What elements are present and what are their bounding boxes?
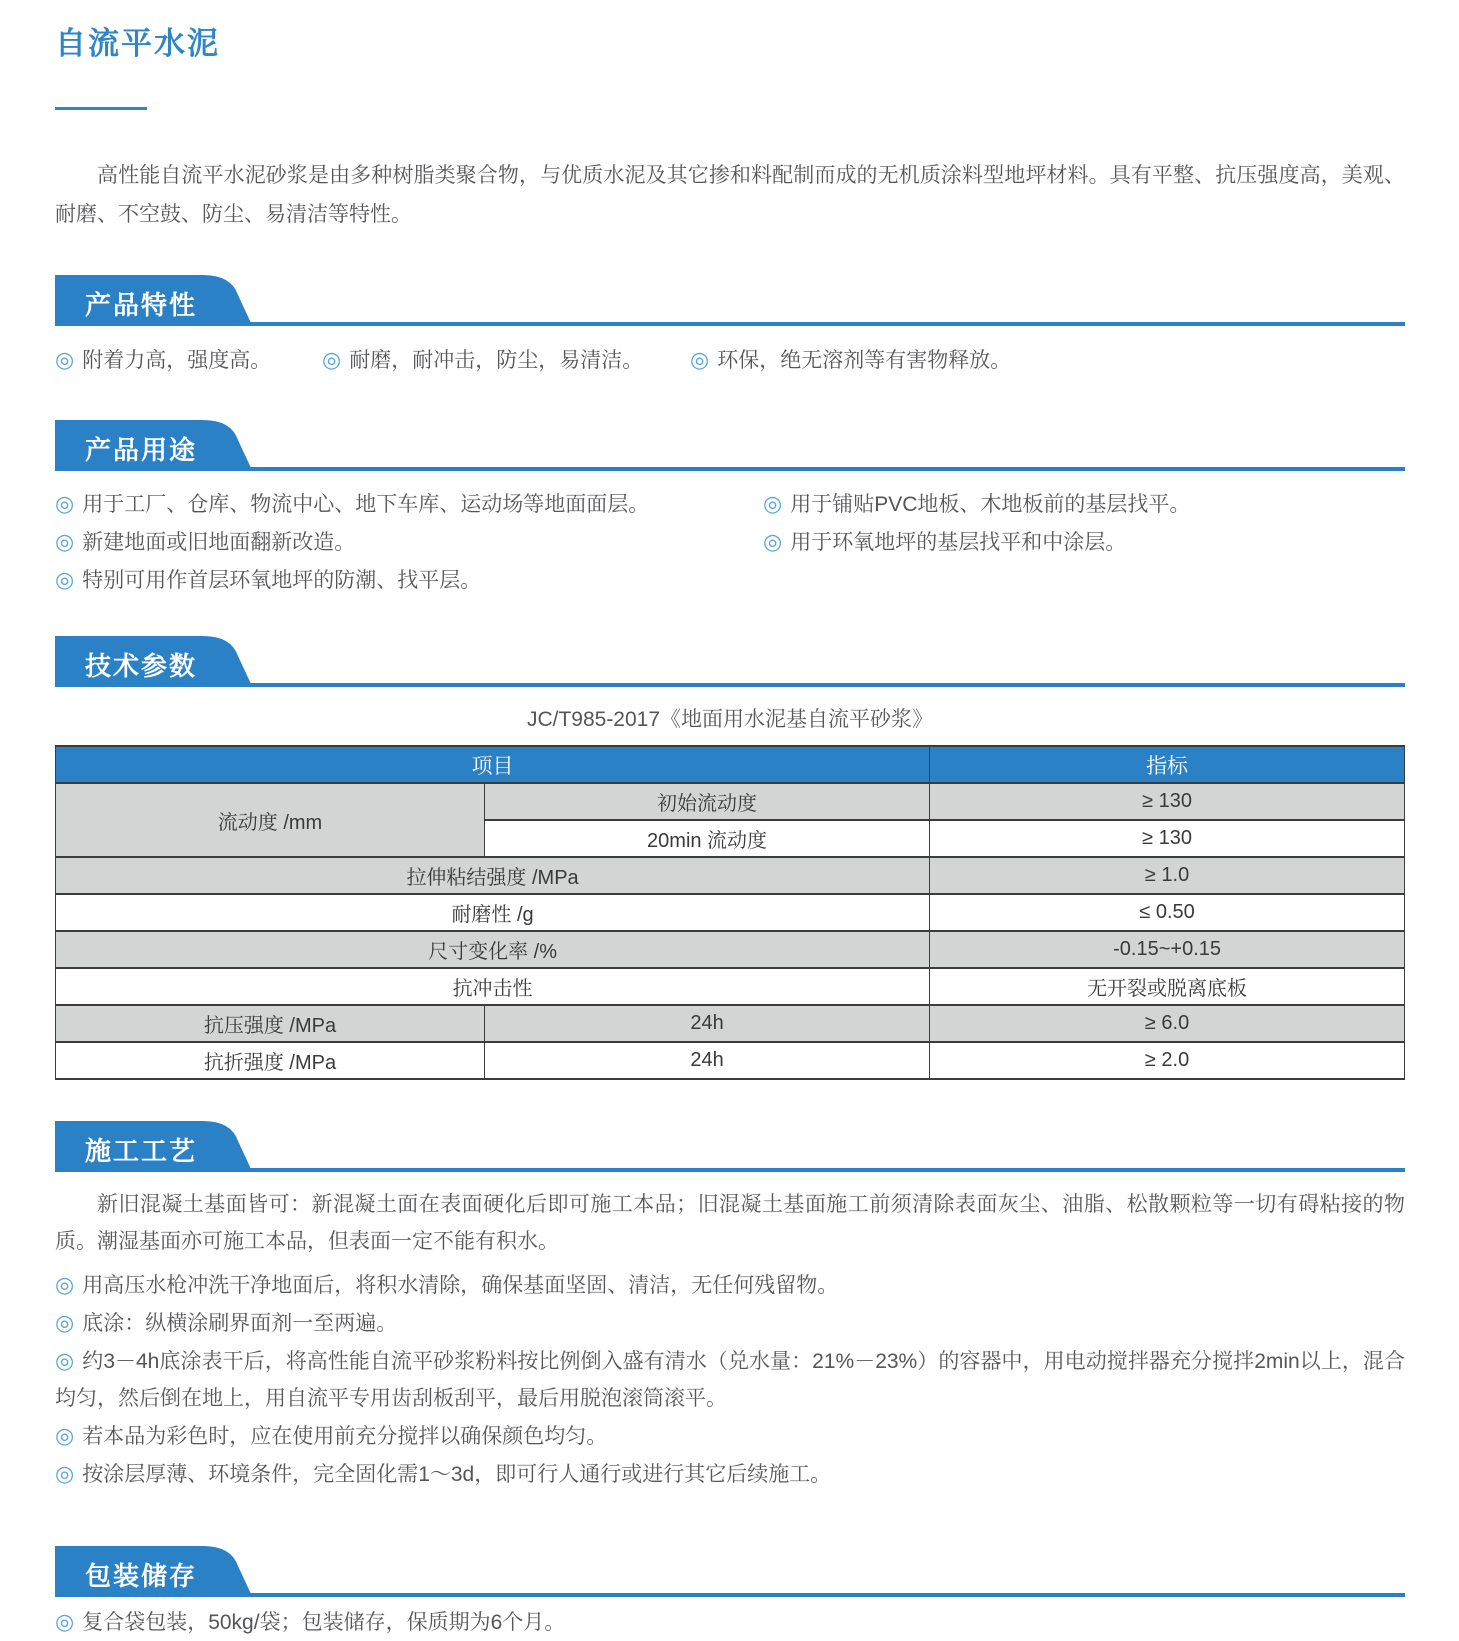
cell-value: ≥ 6.0 bbox=[930, 1005, 1405, 1042]
double-circle-bullet-icon: ◎ bbox=[55, 1461, 75, 1486]
section-heading-label: 施工工艺 bbox=[85, 1136, 198, 1166]
list-item bbox=[55, 561, 763, 599]
double-circle-bullet-icon: ◎ bbox=[322, 347, 342, 372]
process-step-text: 若本品为彩色时，应在使用前充分搅拌以确保颜色均匀。 bbox=[82, 1425, 608, 1448]
double-circle-bullet-icon: ◎ bbox=[55, 347, 75, 372]
process-step-text: 底涂：纵横涂刷界面剂一至两遍。 bbox=[82, 1312, 398, 1335]
section-heading-label: 产品用途 bbox=[85, 435, 198, 465]
cell-item: 抗冲击性 bbox=[56, 968, 930, 1005]
features-list bbox=[55, 342, 1405, 379]
section-features bbox=[55, 278, 1405, 379]
list-item bbox=[763, 523, 1190, 561]
table-row bbox=[56, 1042, 1405, 1079]
cell-item: 流动度 /mm bbox=[56, 783, 485, 857]
section-uses bbox=[55, 423, 1405, 599]
list-item bbox=[55, 342, 322, 379]
table-row bbox=[56, 783, 1405, 820]
double-circle-bullet-icon: ◎ bbox=[55, 1310, 75, 1335]
use-text: 新建地面或旧地面翻新改造。 bbox=[82, 531, 356, 554]
cell-item: 抗折强度 /MPa bbox=[56, 1042, 485, 1079]
process-step-text: 约3－4h底涂表干后，将高性能自流平砂浆粉料按比例倒入盛有清水（兑水量：21%－23%）的容器中，用电动搅拌器充分搅拌2min以上，混合均匀，然后倒在地上，用自流平专用齿刮板刮平，最后用脱泡滚筒滚平。 bbox=[55, 1350, 1405, 1410]
list-item bbox=[55, 1304, 1405, 1342]
cell-item: 抗压强度 /MPa bbox=[56, 1005, 485, 1042]
list-item bbox=[55, 1603, 1405, 1641]
list-item bbox=[55, 1455, 1405, 1493]
column-header-item: 项目 bbox=[56, 746, 930, 783]
cell-sub: 20min 流动度 bbox=[484, 820, 929, 857]
uses-right-column bbox=[763, 485, 1190, 599]
process-list bbox=[55, 1266, 1405, 1493]
use-text: 用于铺贴PVC地板、木地板前的基层找平。 bbox=[790, 493, 1191, 516]
cell-value: ≥ 1.0 bbox=[930, 857, 1405, 894]
intro-paragraph: 高性能自流平水泥砂浆是由多种树脂类聚合物，与优质水泥及其它掺和料配制而成的无机质涂料型地坪材料。具有平整、抗压强度高，美观、耐磨、不空鼓、防尘、易清洁等特性。 bbox=[55, 164, 1405, 226]
table-row bbox=[56, 931, 1405, 968]
feature-text: 附着力高，强度高。 bbox=[82, 349, 272, 372]
process-step-text: 用高压水枪冲洗干净地面后，将积水清除，确保基面坚固、清洁，无任何残留物。 bbox=[82, 1274, 839, 1297]
section-header-specs bbox=[55, 639, 1405, 687]
title-underline-bar bbox=[55, 107, 147, 110]
list-item bbox=[690, 342, 1011, 379]
packaging-text: 复合袋包装，50kg/袋；包装储存，保质期为6个月。 bbox=[82, 1611, 566, 1634]
double-circle-bullet-icon: ◎ bbox=[55, 529, 75, 554]
list-item bbox=[763, 485, 1190, 523]
cell-sub: 24h bbox=[484, 1042, 929, 1079]
list-item bbox=[55, 485, 763, 523]
spec-table bbox=[55, 745, 1405, 1080]
double-circle-bullet-icon: ◎ bbox=[55, 567, 75, 592]
use-text: 特别可用作首层环氧地坪的防潮、找平层。 bbox=[82, 569, 482, 592]
table-row bbox=[56, 894, 1405, 931]
use-text: 用于环氧地坪的基层找平和中涂层。 bbox=[790, 531, 1127, 554]
table-row bbox=[56, 857, 1405, 894]
list-item bbox=[55, 1266, 1405, 1304]
double-circle-bullet-icon: ◎ bbox=[763, 491, 783, 516]
section-heading-label: 包装储存 bbox=[85, 1561, 198, 1591]
column-header-index: 指标 bbox=[930, 746, 1405, 783]
double-circle-bullet-icon: ◎ bbox=[55, 1609, 75, 1634]
uses-left-column bbox=[55, 485, 763, 599]
feature-text: 环保，绝无溶剂等有害物释放。 bbox=[717, 349, 1012, 372]
feature-text: 耐磨，耐冲击，防尘，易清洁。 bbox=[349, 349, 644, 372]
section-header-packaging bbox=[55, 1549, 1405, 1597]
double-circle-bullet-icon: ◎ bbox=[55, 1423, 75, 1448]
double-circle-bullet-icon: ◎ bbox=[763, 529, 783, 554]
cell-value: ≥ 2.0 bbox=[930, 1042, 1405, 1079]
section-header-uses bbox=[55, 423, 1405, 471]
cell-sub: 初始流动度 bbox=[484, 783, 929, 820]
process-paragraph: 新旧混凝土基面皆可：新混凝土面在表面硬化后即可施工本品；旧混凝土基面施工前须清除表面灰尘、油脂、松散颗粒等一切有碍粘接的物质。潮湿基面亦可施工本品，但表面一定不能有积水。 bbox=[55, 1193, 1405, 1253]
double-circle-bullet-icon: ◎ bbox=[55, 491, 75, 516]
double-circle-bullet-icon: ◎ bbox=[55, 1272, 75, 1297]
section-heading-label: 产品特性 bbox=[85, 290, 198, 320]
list-item bbox=[55, 523, 763, 561]
cell-item: 拉伸粘结强度 /MPa bbox=[56, 857, 930, 894]
cell-item: 尺寸变化率 /% bbox=[56, 931, 930, 968]
list-item bbox=[322, 342, 690, 379]
section-header-process bbox=[55, 1124, 1405, 1172]
double-circle-bullet-icon: ◎ bbox=[55, 1348, 75, 1373]
section-specs bbox=[55, 639, 1405, 1080]
cell-value: -0.15~+0.15 bbox=[930, 931, 1405, 968]
packaging-list bbox=[55, 1603, 1405, 1641]
table-row bbox=[56, 968, 1405, 1005]
list-item bbox=[55, 1417, 1405, 1455]
process-step-text: 按涂层厚薄、环境条件，完全固化需1～3d，即可行人通行或进行其它后续施工。 bbox=[82, 1463, 832, 1486]
cell-value: 无开裂或脱离底板 bbox=[930, 968, 1405, 1005]
double-circle-bullet-icon: ◎ bbox=[690, 347, 710, 372]
table-caption: JC/T985-2017《地面用水泥基自流平砂浆》 bbox=[526, 708, 934, 731]
cell-item: 耐磨性 /g bbox=[56, 894, 930, 931]
section-heading-label: 技术参数 bbox=[85, 651, 198, 681]
list-item bbox=[55, 1342, 1405, 1417]
section-header-features bbox=[55, 278, 1405, 326]
use-text: 用于工厂、仓库、物流中心、地下车库、运动场等地面面层。 bbox=[82, 493, 650, 516]
cell-value: ≥ 130 bbox=[930, 783, 1405, 820]
cell-value: ≤ 0.50 bbox=[930, 894, 1405, 931]
section-process bbox=[55, 1124, 1405, 1493]
cell-value: ≥ 130 bbox=[930, 820, 1405, 857]
cell-sub: 24h bbox=[484, 1005, 929, 1042]
page-title: 自流平水泥 bbox=[55, 26, 220, 61]
uses-lists bbox=[55, 485, 1405, 599]
table-header-row bbox=[56, 746, 1405, 783]
table-row bbox=[56, 1005, 1405, 1042]
section-packaging bbox=[55, 1549, 1405, 1641]
